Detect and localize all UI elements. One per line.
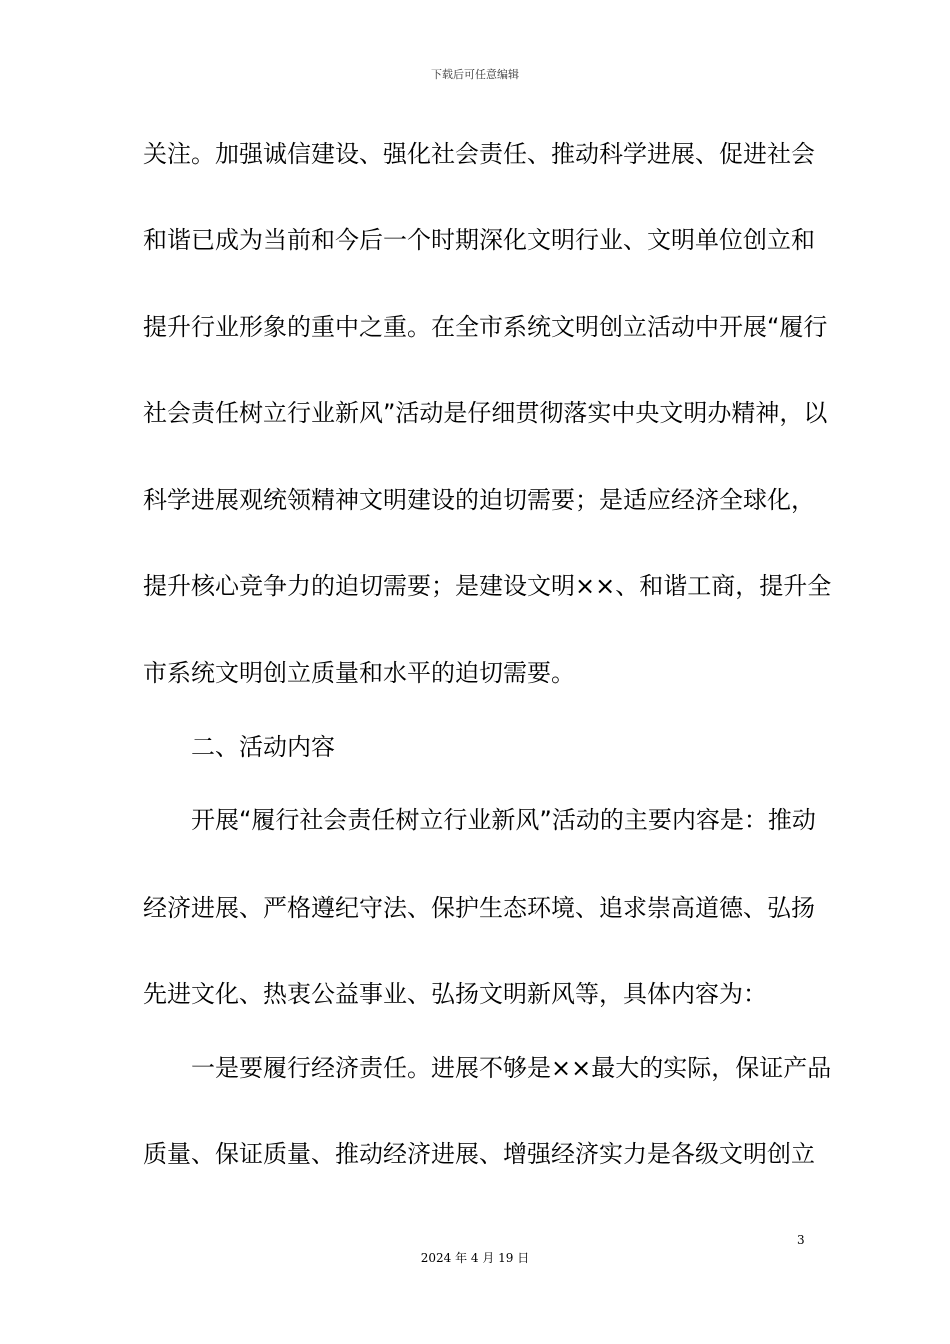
body-line: 先进文化、热衷公益事业、弘扬文明新风等，具体内容为： xyxy=(143,980,767,1008)
page-number: 3 xyxy=(797,1233,805,1247)
body-line: 开展“履行社会责任树立行业新风”活动的主要内容是：推动 xyxy=(191,806,816,834)
body-line: 经济进展、严格遵纪守法、保护生态环境、追求崇高道德、弘扬 xyxy=(143,894,815,922)
body-line: 提升核心竞争力的迫切需要；是建设文明××、和谐工商，提升全 xyxy=(143,572,832,600)
body-line: 和谐已成为当前和今后一个时期深化文明行业、文明单位创立和 xyxy=(143,226,815,254)
body-line: 提升行业形象的重中之重。在全市系统文明创立活动中开展“履行 xyxy=(143,313,828,341)
section-heading: 二、活动内容 xyxy=(191,733,335,761)
body-line: 科学进展观统领精神文明建设的迫切需要；是适应经济全球化， xyxy=(143,486,815,514)
body-line: 一是要履行经济责任。进展不够是××最大的实际，保证产品 xyxy=(191,1054,832,1082)
body-line: 市系统文明创立质量和水平的迫切需要。 xyxy=(143,659,575,687)
header-note: 下载后可任意编辑 xyxy=(431,68,519,81)
body-line: 社会责任树立行业新风”活动是仔细贯彻落实中央文明办精神，以 xyxy=(143,399,828,427)
footer-date: 2024 年 4 月 19 日 xyxy=(420,1251,530,1265)
body-line: 质量、保证质量、推动经济进展、增强经济实力是各级文明创立 xyxy=(143,1140,815,1168)
body-line: 关注。加强诚信建设、强化社会责任、推动科学进展、促进社会 xyxy=(143,140,815,168)
